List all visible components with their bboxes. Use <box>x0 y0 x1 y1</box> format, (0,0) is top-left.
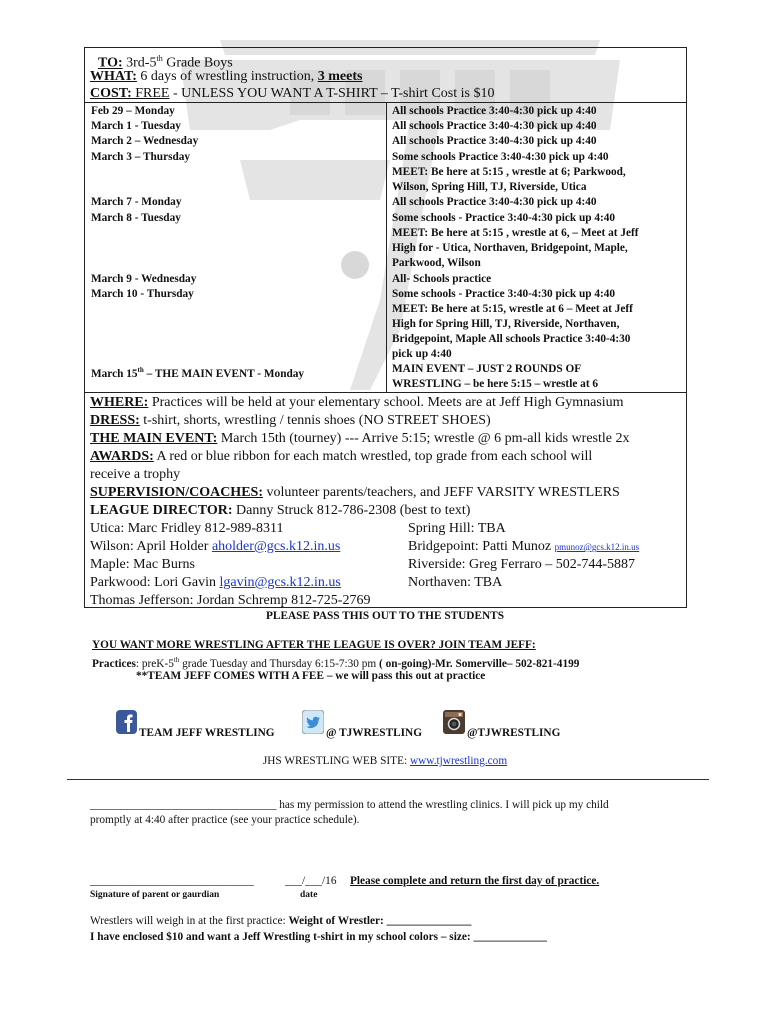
pass-out-note: PLEASE PASS THIS OUT TO THE STUDENTS <box>266 610 504 622</box>
permission-line-2: promptly at 4:40 after practice (see your practice schedule). <box>90 814 360 826</box>
more-wrestling-heading: YOU WANT MORE WRESTLING AFTER THE LEAGUE IS OVER? JOIN TEAM JEFF: <box>92 639 536 651</box>
section-divider <box>67 779 709 780</box>
where-label: WHERE: <box>90 395 149 410</box>
date-label: date <box>300 890 318 900</box>
signature-field[interactable]: _____________________________ <box>90 875 254 887</box>
contact-text: Wilson: April Holder <box>90 539 212 554</box>
main-event-line <box>90 430 630 448</box>
contact-utica <box>90 520 284 538</box>
supervision-label: SUPERVISION/COACHES: <box>90 485 263 500</box>
schedule-date: March 7 - Monday <box>91 196 182 208</box>
awards-text: A red or blue ribbon for each match wrestled, top grade from each school will <box>153 449 593 464</box>
contact-riverside <box>408 556 635 574</box>
dress-text: t-shirt, shorts, wrestling / tennis shoes (NO STREET SHOES) <box>139 413 491 428</box>
schedule-detail: High for - Utica, Northaven, Bridgepoint, Maple, <box>392 242 628 254</box>
main-date-sup: th <box>137 366 144 374</box>
what-label: WHAT: <box>90 69 137 84</box>
practices-text: : preK-5 <box>135 657 174 670</box>
schedule-date: March 9 - Wednesday <box>91 273 197 285</box>
cost-label: COST: <box>90 86 132 101</box>
schedule-detail: MEET: Be here at 5:15 , wrestle at 6, – Meet at Jeff <box>392 227 639 239</box>
where-line <box>90 394 624 412</box>
schedule-detail: Some schools - Practice 3:40-4:30 pick up 4:40 <box>392 212 616 224</box>
schedule-detail: All schools Practice 3:40-4:30 pick up 4:40 <box>392 120 597 132</box>
main-date-rest: – THE MAIN EVENT - Monday <box>143 367 305 380</box>
main-event-text: March 15th (tourney) --- Arrive 5:15; wrestle @ 6 pm-all kids wrestle 2x <box>217 431 630 446</box>
instagram-label: @TJWRESTLING <box>467 727 561 739</box>
to-label: TO: <box>98 55 123 71</box>
facebook-link[interactable] <box>116 711 275 739</box>
practices-label: Practices <box>92 657 136 670</box>
website-line <box>0 754 770 769</box>
schedule-detail: WRESTLING – be here 5:15 – wrestle at 6 <box>392 378 599 390</box>
league-director-line <box>90 502 470 520</box>
main-event-label: THE MAIN EVENT: <box>90 431 218 446</box>
twitter-icon <box>302 710 324 739</box>
league-director-text: Danny Struck 812-786-2308 (best to text) <box>232 503 471 518</box>
contact-wilson <box>90 538 340 556</box>
schedule-date: March 2 – Wednesday <box>91 135 199 147</box>
to-rest: Grade Boys <box>162 55 233 71</box>
cost-free: FREE <box>131 86 170 101</box>
tshirt-size-line[interactable]: I have enclosed $10 and want a Jeff Wrestling t-shirt in my school colors – size: _____________ <box>90 931 547 943</box>
awards-line-2: receive a trophy <box>90 467 181 482</box>
dress-line <box>90 412 491 430</box>
contact-text: Thomas Jefferson: Jordan Schremp 812-725-2769 <box>90 593 371 608</box>
schedule-detail: Parkwood, Wilson <box>392 257 481 269</box>
schedule-detail: Some schools - Practice 3:40-4:30 pick up 4:40 <box>392 288 616 300</box>
instagram-link[interactable] <box>443 711 560 739</box>
permission-line: _________________________________ has my permission to attend the wrestling clinics. I will pick up my child <box>90 799 609 811</box>
contact-northaven <box>408 574 502 592</box>
contact-spring-hill <box>408 520 506 538</box>
schedule-detail: Wilson, Spring Hill, TJ, Riverside, Utica <box>392 181 587 193</box>
weigh-in-text: Wrestlers will weigh in at the first practice: <box>90 915 289 927</box>
dress-label: DRESS: <box>90 413 140 428</box>
schedule-detail: All- Schools practice <box>392 273 492 285</box>
bridgepoint-email-link[interactable]: pmunoz@gcs.k12.in.us <box>554 542 640 552</box>
twitter-label: @ TJWRESTLING <box>326 727 422 739</box>
schedule-detail: All schools Practice 3:40-4:30 pick up 4:40 <box>392 135 597 147</box>
schedule-detail: MAIN EVENT – JUST 2 ROUNDS OF <box>392 363 582 375</box>
schedule-date-main-event <box>91 363 304 382</box>
contact-text: Spring Hill: TBA <box>408 521 506 536</box>
schedule-detail: pick up 4:40 <box>392 348 452 360</box>
what-text: 6 days of wrestling instruction, <box>136 69 318 84</box>
cost-line <box>90 85 494 102</box>
contact-parkwood <box>90 574 341 592</box>
to-text: 3rd-5 <box>122 55 157 71</box>
contact-text: Bridgepoint: Patti Munoz <box>408 539 555 554</box>
schedule-date: March 10 - Thursday <box>91 288 194 300</box>
schedule-detail: All schools Practice 3:40-4:30 pick up 4:40 <box>392 196 597 208</box>
contact-thomas-jefferson <box>90 592 370 610</box>
schedule-detail: Bridgepoint, Maple All schools Practice 3:40-4:30 <box>392 333 631 345</box>
signature-label: Signature of parent or gaurdian <box>90 890 220 900</box>
supervision-line <box>90 484 620 502</box>
return-note: Please complete and return the first day of practice. <box>350 875 600 887</box>
table-column-divider <box>386 102 387 392</box>
what-meets: 3 meets <box>317 69 363 84</box>
schedule-detail: High for Spring Hill, TJ, Riverside, Northaven, <box>392 318 620 330</box>
cost-text: - UNLESS YOU WANT A T-SHIRT – T-shirt Cost is $10 <box>169 86 495 101</box>
supervision-text: volunteer parents/teachers, and JEFF VARSITY WRESTLERS <box>262 485 620 500</box>
website-label: JHS WRESTLING WEB SITE: <box>262 755 410 767</box>
instagram-icon <box>443 710 465 739</box>
awards-label: AWARDS: <box>90 449 154 464</box>
schedule-date: Feb 29 – Monday <box>91 105 175 117</box>
contact-text: Parkwood: Lori Gavin <box>90 575 220 590</box>
weight-field[interactable]: Weight of Wrestler: _______________ <box>288 915 472 927</box>
where-text: Practices will be held at your elementary school. Meets are at Jeff High Gymnasium <box>148 395 624 410</box>
practices-contact: ( on-going)-Mr. Somerville– 502-821-4199 <box>379 657 580 670</box>
main-date: March 15 <box>91 367 138 380</box>
contact-text: Riverside: Greg Ferraro – 502-744-5887 <box>408 557 636 572</box>
fee-note: **TEAM JEFF COMES WITH A FEE – we will pass this out at practice <box>136 670 486 682</box>
practices-sup: th <box>173 656 180 664</box>
parkwood-email-link[interactable]: lgavin@gcs.k12.in.us <box>219 575 341 590</box>
schedule-detail: All schools Practice 3:40-4:30 pick up 4:40 <box>392 105 597 117</box>
contact-bridgepoint <box>408 538 639 556</box>
schedule-detail: Some schools Practice 3:40-4:30 pick up 4:40 <box>392 151 609 163</box>
wilson-email-link[interactable]: aholder@gcs.k12.in.us <box>211 539 341 554</box>
contact-text: Maple: Mac Burns <box>90 557 195 572</box>
facebook-icon <box>116 710 137 739</box>
schedule-date: March 8 - Tuesday <box>91 212 181 224</box>
to-sup: th <box>156 54 163 63</box>
schedule-date: March 1 - Tuesday <box>91 120 181 132</box>
schedule-detail: MEET: Be here at 5:15, wrestle at 6 – Meet at Jeff <box>392 303 633 315</box>
website-link[interactable]: www.tjwrestling.com <box>409 755 508 767</box>
schedule-date: March 3 – Thursday <box>91 151 191 163</box>
contact-maple <box>90 556 195 574</box>
contact-text: Utica: Marc Fridley 812-989-8311 <box>90 521 284 536</box>
league-director-label: LEAGUE DIRECTOR: <box>90 503 233 518</box>
twitter-link[interactable] <box>302 711 422 739</box>
facebook-label: TEAM JEFF WRESTLING <box>139 727 275 739</box>
weigh-in-line <box>90 914 471 929</box>
awards-line <box>90 448 592 466</box>
what-line <box>90 68 362 85</box>
practices-text-2: grade Tuesday and Thursday 6:15-7:30 pm <box>179 657 379 670</box>
contact-text: Northaven: TBA <box>408 575 503 590</box>
date-field[interactable]: ___/___/16 <box>285 875 337 887</box>
schedule-detail: MEET: Be here at 5:15 , wrestle at 6; Parkwood, <box>392 166 626 178</box>
